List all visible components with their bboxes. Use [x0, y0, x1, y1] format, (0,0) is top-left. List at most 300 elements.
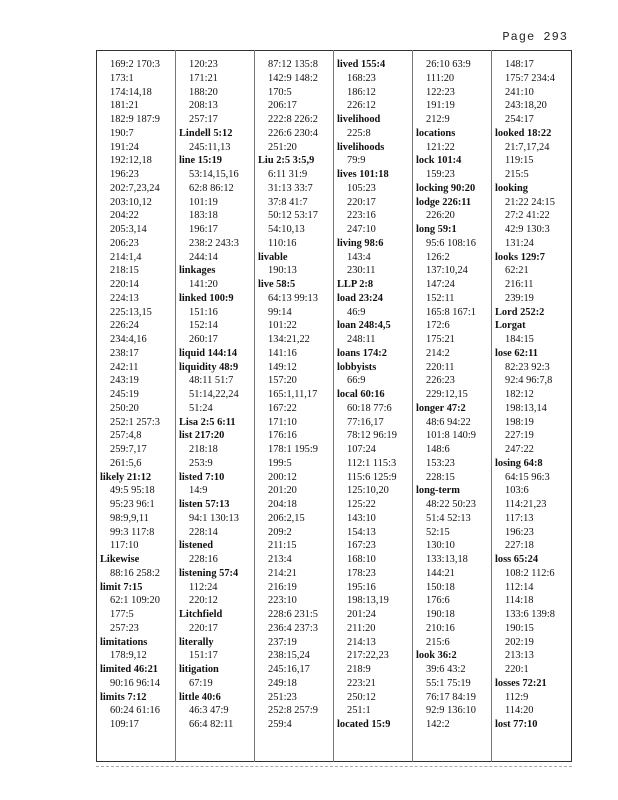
index-reference: 21:22 24:15 — [505, 196, 555, 208]
index-reference: 250:20 — [110, 402, 139, 414]
index-reference: 144:21 — [426, 567, 455, 579]
index-reference: 148:17 — [505, 59, 534, 70]
index-reference: 133:13,18 — [426, 554, 468, 565]
index-reference: 257:17 — [189, 114, 218, 125]
index-reference: 223:21 — [347, 677, 376, 689]
index-reference: 250:12 — [347, 691, 376, 703]
index-headword: listen 57:13 — [179, 499, 230, 510]
index-reference: 112:14 — [505, 581, 534, 593]
index-reference: 229:12,15 — [426, 389, 468, 400]
index-reference: 143:10 — [347, 512, 376, 524]
index-reference: 55:1 75:19 — [426, 677, 471, 689]
index-headword: listened — [179, 540, 214, 552]
index-headword: looks 129:7 — [495, 251, 545, 263]
index-reference: 107:24 — [347, 444, 376, 455]
index-headword: Lisa 2:5 6:11 — [179, 416, 236, 428]
index-headword: look 36:2 — [416, 650, 457, 662]
index-reference: 167:22 — [268, 402, 297, 414]
index-reference: 101:22 — [268, 320, 297, 332]
index-headword: Liu 2:5 3:5,9 — [258, 155, 315, 167]
index-reference: 239:19 — [505, 292, 534, 304]
index-reference: 226:6 230:4 — [268, 127, 318, 139]
index-reference: 182:12 — [505, 389, 534, 400]
index-headword: little 40:6 — [179, 691, 221, 703]
index-reference: 142:2 — [426, 719, 450, 730]
index-reference: 112:1 115:3 — [347, 457, 397, 469]
index-reference: 169:2 170:3 — [110, 59, 160, 70]
index-reference: 245:11,13 — [189, 141, 231, 153]
index-reference: 101:19 — [189, 196, 218, 208]
index-reference: 21:7,17,24 — [505, 141, 550, 153]
index-reference: 168:23 — [347, 72, 376, 84]
index-reference: 6:11 31:9 — [268, 169, 308, 180]
index-column-4 — [337, 58, 415, 732]
index-reference: 90:16 96:14 — [110, 677, 160, 689]
index-reference: 214:1,4 — [110, 251, 142, 263]
index-reference: 247:10 — [347, 224, 376, 235]
index-reference: 196:23 — [505, 526, 534, 538]
index-reference: 238:2 243:3 — [189, 237, 239, 249]
index-headword: loss 65:24 — [495, 554, 539, 565]
index-reference: 218:15 — [110, 265, 139, 277]
index-reference: 175:21 — [426, 334, 455, 345]
index-reference: 60:24 61:16 — [110, 705, 160, 717]
index-reference: 101:8 140:9 — [426, 430, 476, 442]
index-reference: 220:11 — [426, 361, 455, 373]
index-reference: 176:6 — [426, 595, 450, 607]
index-reference: 220:17 — [189, 622, 218, 634]
index-reference: 67:19 — [189, 677, 213, 689]
index-headword: Lorgat — [495, 320, 526, 332]
index-reference: 199:5 — [268, 457, 292, 469]
index-reference: 244:14 — [189, 251, 218, 263]
index-reference: 257:4,8 — [110, 430, 142, 442]
index-reference: 125:22 — [347, 499, 376, 510]
index-reference: 51:4 52:13 — [426, 512, 471, 524]
index-reference: 64:15 96:3 — [505, 471, 550, 483]
index-headword: listening 57:4 — [179, 567, 239, 579]
index-headword: lobbyists — [337, 361, 377, 373]
index-reference: 222:8 226:2 — [268, 114, 318, 125]
index-reference: 167:23 — [347, 540, 376, 552]
index-reference: 117:13 — [505, 512, 534, 524]
index-reference: 137:10,24 — [426, 265, 468, 277]
index-reference: 62:21 — [505, 265, 529, 277]
index-reference: 217:22,23 — [347, 650, 389, 662]
index-reference: 111:20 — [426, 72, 455, 84]
index-headword: linkages — [179, 265, 216, 277]
index-reference: 228:6 231:5 — [268, 609, 318, 620]
index-reference: 260:17 — [189, 334, 218, 345]
index-reference: 251:20 — [268, 141, 297, 153]
index-reference: 150:18 — [426, 581, 455, 593]
index-reference: 152:11 — [426, 292, 455, 304]
index-reference: 108:2 112:6 — [505, 567, 555, 579]
index-headword: litigation — [179, 664, 219, 675]
index-reference: 46:9 — [347, 306, 366, 318]
index-headword: livelihoods — [337, 141, 385, 153]
index-reference: 203:10,12 — [110, 196, 152, 208]
index-reference: 245:16,17 — [268, 664, 310, 675]
index-reference: 209:2 — [268, 526, 292, 538]
index-reference: 220:17 — [347, 196, 376, 208]
index-reference: 171:21 — [189, 72, 218, 84]
index-reference: 152:14 — [189, 320, 218, 332]
index-reference: 218:18 — [189, 444, 218, 455]
index-column-6 — [495, 58, 573, 732]
index-reference: 94:1 130:13 — [189, 512, 239, 524]
index-reference: 254:17 — [505, 114, 534, 125]
index-reference: 259:7,17 — [110, 444, 147, 455]
index-reference: 198:13,14 — [505, 402, 547, 414]
index-reference: 257:23 — [110, 622, 139, 634]
index-reference: 176:16 — [268, 430, 297, 442]
index-reference: 253:9 — [189, 457, 213, 469]
index-reference: 249:18 — [268, 677, 297, 689]
index-headword: looking — [495, 182, 528, 194]
index-reference: 142:9 148:2 — [268, 72, 318, 84]
index-reference: 181:21 — [110, 100, 139, 112]
index-reference: 201:20 — [268, 485, 297, 497]
index-reference: 238:15,24 — [268, 650, 310, 662]
index-reference: 212:9 — [426, 114, 450, 125]
index-reference: 251:23 — [268, 691, 297, 703]
index-reference: 53:14,15,16 — [189, 169, 239, 180]
index-reference: 252:1 257:3 — [110, 416, 160, 428]
index-reference: 51:24 — [189, 402, 213, 414]
footer-rule — [96, 766, 572, 767]
index-reference: 196:23 — [110, 169, 139, 180]
index-column-5 — [416, 58, 494, 732]
index-headword: limits 7:12 — [100, 691, 147, 703]
index-headword: lose 62:11 — [495, 347, 539, 359]
index-reference: 247:22 — [505, 444, 534, 455]
index-reference: 159:23 — [426, 169, 455, 180]
index-reference: 31:13 33:7 — [268, 182, 313, 194]
index-reference: 115:6 125:9 — [347, 471, 397, 483]
index-reference: 174:14,18 — [110, 86, 152, 98]
index-reference: 216:11 — [505, 279, 534, 290]
index-headword: Lord 252:2 — [495, 306, 545, 318]
index-reference: 79:9 — [347, 155, 366, 167]
index-reference: 168:10 — [347, 554, 376, 565]
index-reference: 105:23 — [347, 182, 376, 194]
index-headword: living 98:6 — [337, 237, 384, 249]
index-reference: 66:9 — [347, 375, 366, 387]
index-headword: losing 64:8 — [495, 457, 543, 469]
index-reference: 201:24 — [347, 609, 376, 620]
index-reference: 109:17 — [110, 719, 139, 730]
index-reference: 211:15 — [268, 540, 297, 552]
index-headword: line 15:19 — [179, 155, 223, 167]
index-reference: 126:2 — [426, 251, 450, 263]
index-headword: lost 77:10 — [495, 719, 538, 730]
index-reference: 248:11 — [347, 334, 376, 345]
index-reference: 165:8 167:1 — [426, 306, 476, 318]
index-reference: 112:9 — [505, 691, 529, 703]
index-reference: 226:20 — [426, 210, 455, 222]
index-reference: 223:16 — [347, 210, 376, 222]
index-reference: 119:15 — [505, 155, 534, 167]
index-reference: 227:18 — [505, 540, 534, 552]
index-headword: listed 7:10 — [179, 471, 225, 483]
index-reference: 215:6 — [426, 636, 450, 648]
index-reference: 39:6 43:2 — [426, 664, 466, 675]
index-reference: 153:23 — [426, 457, 455, 469]
index-reference: 242:11 — [110, 361, 139, 373]
index-reference: 88:16 258:2 — [110, 567, 160, 579]
index-headword: locking 90:20 — [416, 182, 476, 194]
index-reference: 208:13 — [189, 100, 218, 112]
index-reference: 211:20 — [347, 622, 376, 634]
index-reference: 178:1 195:9 — [268, 444, 318, 455]
index-reference: 26:10 63:9 — [426, 59, 471, 70]
index-reference: 213:4 — [268, 554, 292, 565]
index-reference: 191:24 — [110, 141, 139, 153]
index-reference: 245:19 — [110, 389, 139, 400]
index-headword: Litchfield — [179, 609, 223, 620]
index-reference: 170:5 — [268, 86, 292, 98]
index-headword: loan 248:4,5 — [337, 320, 391, 332]
index-reference: 110:16 — [268, 237, 297, 249]
index-column-2 — [179, 58, 257, 732]
index-reference: 27:2 41:22 — [505, 210, 550, 222]
index-reference: 149:12 — [268, 361, 297, 373]
index-headword: long 59:1 — [416, 224, 457, 235]
index-reference: 214:13 — [347, 636, 376, 648]
index-headword: loans 174:2 — [337, 347, 387, 359]
index-reference: 178:23 — [347, 567, 376, 579]
index-reference: 190:15 — [505, 622, 534, 634]
index-headword: lock 101:4 — [416, 155, 462, 167]
index-reference: 225:13,15 — [110, 306, 152, 318]
index-reference: 214:21 — [268, 567, 297, 579]
index-reference: 66:4 82:11 — [189, 719, 234, 730]
index-reference: 195:16 — [347, 581, 376, 593]
index-reference: 122:23 — [426, 86, 455, 98]
index-reference: 62:1 109:20 — [110, 595, 160, 607]
index-reference: 226:23 — [426, 375, 455, 387]
index-reference: 177:5 — [110, 609, 134, 620]
index-reference: 191:19 — [426, 100, 455, 112]
index-reference: 48:22 50:23 — [426, 499, 476, 510]
index-reference: 175:7 234:4 — [505, 72, 555, 84]
index-reference: 184:15 — [505, 334, 534, 345]
index-reference: 82:23 92:3 — [505, 361, 550, 373]
index-headword: LLP 2:8 — [337, 279, 374, 290]
index-headword: long-term — [416, 485, 460, 497]
index-reference: 172:6 — [426, 320, 450, 332]
index-reference: 204:22 — [110, 210, 139, 222]
index-reference: 210:16 — [426, 622, 455, 634]
index-reference: 183:18 — [189, 210, 218, 222]
index-headword: livable — [258, 251, 288, 263]
index-reference: 165:1,11,17 — [268, 389, 318, 400]
page-number: Page 293 — [502, 30, 568, 44]
index-reference: 259:4 — [268, 719, 292, 730]
index-reference: 190:13 — [268, 265, 297, 277]
index-reference: 198:19 — [505, 416, 534, 428]
index-reference: 200:12 — [268, 471, 297, 483]
index-reference: 120:23 — [189, 59, 218, 70]
index-reference: 236:4 237:3 — [268, 622, 318, 634]
index-reference: 14:9 — [189, 485, 208, 497]
index-reference: 50:12 53:17 — [268, 210, 318, 222]
index-reference: 151:16 — [189, 306, 218, 318]
index-headword: likely 21:12 — [100, 471, 152, 483]
index-reference: 213:13 — [505, 650, 534, 662]
index-reference: 131:24 — [505, 237, 534, 249]
index-reference: 103:6 — [505, 485, 529, 497]
index-reference: 173:1 — [110, 72, 134, 84]
index-reference: 190:18 — [426, 609, 455, 620]
index-reference: 48:6 94:22 — [426, 416, 471, 428]
index-headword: limitations — [100, 636, 148, 648]
index-reference: 226:12 — [347, 100, 376, 112]
index-headword: lodge 226:11 — [416, 196, 472, 208]
index-headword: looked 18:22 — [495, 127, 552, 139]
index-headword: limit 7:15 — [100, 581, 143, 593]
index-reference: 130:10 — [426, 540, 455, 552]
index-headword: live 58:5 — [258, 279, 296, 290]
index-reference: 218:9 — [347, 664, 371, 675]
index-reference: 188:20 — [189, 86, 218, 98]
index-headword: limited 46:21 — [100, 664, 159, 675]
index-reference: 60:18 77:6 — [347, 402, 392, 414]
index-reference: 95:6 108:16 — [426, 237, 476, 249]
index-reference: 198:13,19 — [347, 595, 389, 607]
index-reference: 64:13 99:13 — [268, 292, 318, 304]
index-reference: 157:20 — [268, 375, 297, 387]
index-column-3 — [258, 58, 336, 732]
index-headword: load 23:24 — [337, 292, 383, 304]
index-reference: 243:18,20 — [505, 100, 547, 112]
index-headword: local 60:16 — [337, 389, 385, 400]
index-reference: 206:2,15 — [268, 512, 305, 524]
index-reference: 228:15 — [426, 471, 455, 483]
index-headword: Likewise — [100, 554, 140, 565]
index-headword: liquidity 48:9 — [179, 361, 239, 373]
index-reference: 202:19 — [505, 636, 534, 648]
index-reference: 186:12 — [347, 86, 376, 98]
index-reference: 114:20 — [505, 705, 534, 717]
index-reference: 227:19 — [505, 430, 534, 442]
index-reference: 220:1 — [505, 664, 529, 675]
index-reference: 148:6 — [426, 444, 450, 455]
index-reference: 206:23 — [110, 237, 139, 249]
index-reference: 220:12 — [189, 595, 218, 607]
index-reference: 51:14,22,24 — [189, 389, 239, 400]
index-reference: 228:14 — [189, 526, 218, 538]
index-headword: linked 100:9 — [179, 292, 234, 304]
index-reference: 225:8 — [347, 127, 371, 139]
index-reference: 77:16,17 — [347, 416, 384, 428]
index-reference: 52:15 — [426, 526, 450, 538]
index-reference: 54:10,13 — [268, 224, 305, 235]
index-reference: 205:3,14 — [110, 224, 147, 235]
index-headword: losses 72:21 — [495, 677, 547, 689]
index-reference: 125:10,20 — [347, 485, 389, 497]
index-headword: list 217:20 — [179, 430, 225, 442]
index-reference: 37:8 41:7 — [268, 196, 308, 208]
index-reference: 216:19 — [268, 581, 297, 593]
index-reference: 87:12 135:8 — [268, 59, 318, 70]
index-reference: 241:10 — [505, 86, 534, 98]
index-reference: 251:1 — [347, 705, 371, 717]
index-reference: 234:4,16 — [110, 334, 147, 345]
index-reference: 154:13 — [347, 526, 376, 538]
index-headword: literally — [179, 636, 214, 648]
index-reference: 238:17 — [110, 347, 139, 359]
index-reference: 62:8 86:12 — [189, 182, 234, 194]
index-reference: 151:17 — [189, 650, 218, 662]
index-reference: 76:17 84:19 — [426, 691, 476, 703]
index-headword: locations — [416, 127, 456, 139]
index-reference: 202:7,23,24 — [110, 182, 160, 194]
index-reference: 192:12,18 — [110, 155, 152, 167]
index-reference: 143:4 — [347, 251, 371, 263]
index-reference: 78:12 96:19 — [347, 430, 397, 442]
index-reference: 214:2 — [426, 347, 450, 359]
index-reference: 252:8 257:9 — [268, 705, 318, 717]
index-reference: 92:4 96:7,8 — [505, 375, 553, 387]
index-reference: 171:10 — [268, 416, 297, 428]
index-reference: 230:11 — [347, 265, 376, 277]
index-reference: 112:24 — [189, 581, 218, 593]
index-reference: 49:5 95:18 — [110, 485, 155, 497]
index-reference: 141:20 — [189, 279, 218, 290]
index-reference: 95:23 96:1 — [110, 499, 155, 510]
index-reference: 223:10 — [268, 595, 297, 607]
index-reference: 206:17 — [268, 100, 297, 112]
index-reference: 147:24 — [426, 279, 455, 290]
index-headword: lives 101:18 — [337, 169, 389, 180]
index-headword: liquid 144:14 — [179, 347, 238, 359]
index-reference: 114:18 — [505, 595, 534, 607]
index-reference: 237:19 — [268, 636, 297, 648]
index-reference: 99:3 117:8 — [110, 526, 155, 538]
index-reference: 243:19 — [110, 375, 139, 387]
index-reference: 182:9 187:9 — [110, 114, 160, 125]
index-reference: 114:21,23 — [505, 499, 547, 510]
index-headword: livelihood — [337, 114, 381, 125]
index-reference: 134:21,22 — [268, 334, 310, 345]
index-headword: lived 155:4 — [337, 59, 386, 70]
index-reference: 117:10 — [110, 540, 139, 552]
index-reference: 196:17 — [189, 224, 218, 235]
index-reference: 99:14 — [268, 306, 292, 318]
index-reference: 178:9,12 — [110, 650, 147, 662]
index-reference: 42:9 130:3 — [505, 224, 550, 235]
index-reference: 228:16 — [189, 554, 218, 565]
index-headword: located 15:9 — [337, 719, 391, 730]
index-headword: Lindell 5:12 — [179, 127, 233, 139]
index-reference: 261:5,6 — [110, 457, 142, 469]
index-reference: 220:14 — [110, 279, 139, 290]
index-reference: 92:9 136:10 — [426, 705, 476, 717]
index-reference: 133:6 139:8 — [505, 609, 555, 620]
index-reference: 215:5 — [505, 169, 529, 180]
index-headword: longer 47:2 — [416, 402, 466, 414]
index-reference: 121:22 — [426, 141, 455, 153]
index-reference: 226:24 — [110, 320, 139, 332]
index-reference: 190:7 — [110, 127, 134, 139]
index-reference: 224:13 — [110, 292, 139, 304]
index-reference: 46:3 47:9 — [189, 705, 229, 717]
index-column-1 — [100, 58, 178, 732]
index-reference: 204:18 — [268, 499, 297, 510]
index-reference: 98:9,9,11 — [110, 512, 149, 524]
